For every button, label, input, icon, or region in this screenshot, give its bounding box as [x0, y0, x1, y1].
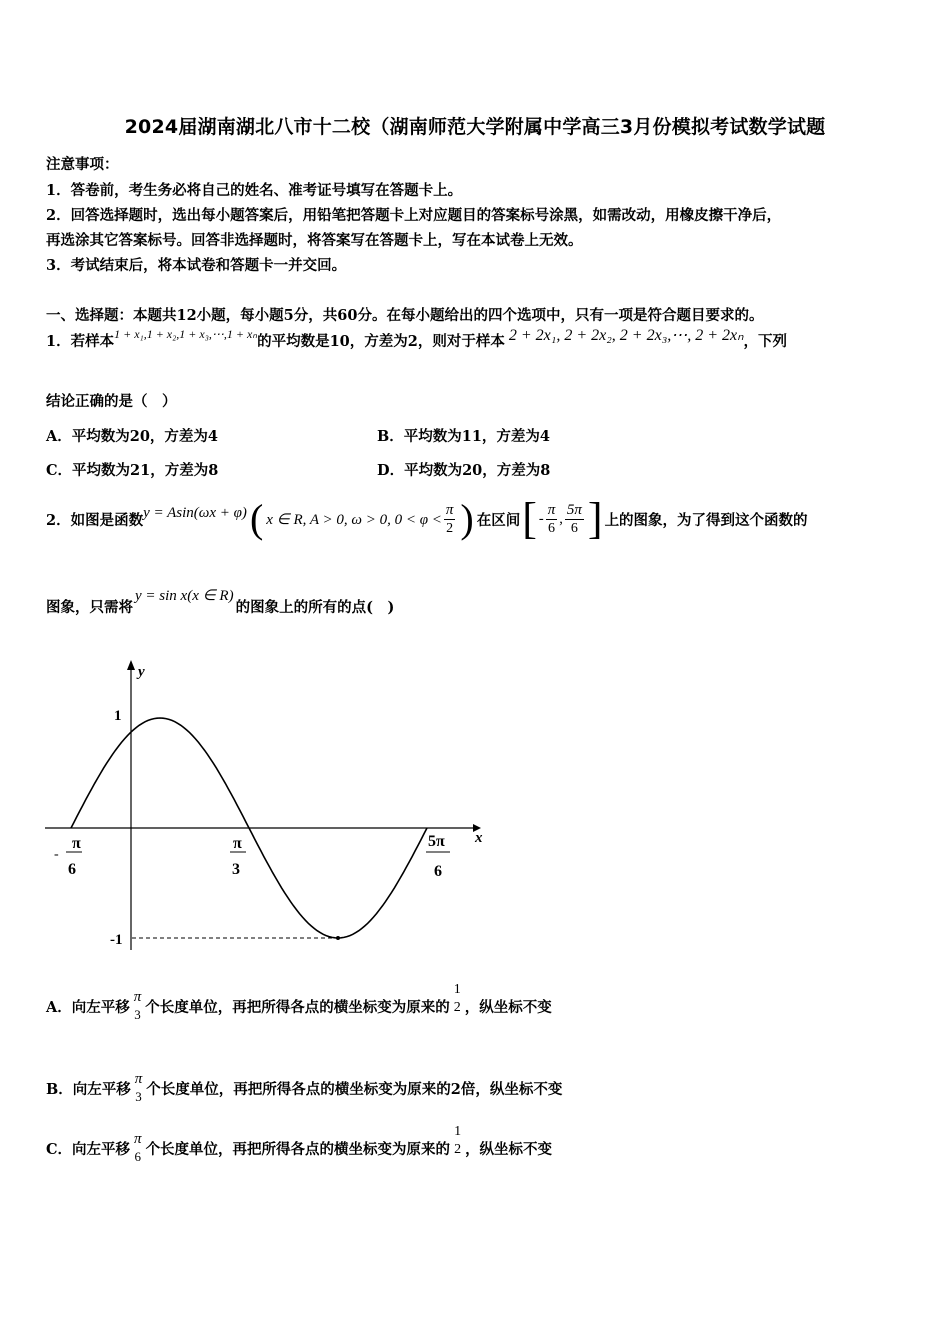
q1-stem	[46, 327, 788, 351]
y-axis-arrow	[127, 660, 135, 670]
paren-open: (	[249, 496, 264, 541]
x-label-minus-pi-6-den: 6	[68, 861, 76, 878]
notice-item: 再选涂其它答案标号。回答非选择题时，将答案写在答题卡上，写在本试卷上无效。	[46, 232, 583, 249]
fraction-pi-over-2: $\frac{\pi}{2}$	[445, 501, 454, 536]
q1-sample2: 2 + 2x₁, 2 + 2x₂, 2 + 2x₃,⋯, 2 + 2xₙ	[508, 327, 744, 344]
option-text: B．向左平移	[46, 1080, 131, 1098]
q2-func: y = Asin(ωx + φ)	[143, 504, 247, 521]
q1-option-a[interactable]: A．平均数为20，方差为4	[46, 428, 219, 445]
option-text: 个长度单位，再把所得各点的横坐标变为原来的	[145, 1140, 451, 1158]
option-text: 个长度单位，再把所得各点的横坐标变为原来的2倍，纵坐标不变	[146, 1080, 563, 1098]
x-label-minus-sign: -	[54, 847, 59, 862]
fraction-5pi-over-6: $\frac{5\pi}{6}$	[566, 501, 582, 536]
paren-close: )	[460, 496, 474, 541]
sine-graph	[40, 650, 500, 970]
q1-option-d[interactable]: D．平均数为20，方差为8	[377, 462, 551, 479]
x-label-pi-3-den: 3	[232, 861, 240, 878]
fraction-pi-over-3: π 3	[134, 1071, 143, 1104]
q1-stem-line2: 结论正确的是（ ）	[46, 393, 177, 410]
option-text: ，纵坐标不变	[464, 998, 552, 1016]
q2-suffix: 上的图象，为了得到这个函数的	[604, 511, 808, 529]
q2-option-c[interactable]	[46, 1124, 553, 1166]
q2-mid: 在区间	[476, 511, 521, 529]
section-heading: 一、选择题：本题共12小题，每小题5分，共60分。在每小题给出的四个选项中，只有一项是符合题目要求的。	[46, 307, 764, 324]
fraction-pi-over-3: π 3	[133, 989, 142, 1022]
x-label-5pi-6-num: 5π	[428, 833, 445, 850]
fraction-pi-over-6: $\frac{\pi}{6}$	[547, 501, 556, 536]
fraction-one-half: 1 2	[453, 982, 461, 1015]
q2-stem-line2	[46, 588, 395, 617]
notice-item: 3．考试结束后，将本试卷和答题卡一并交回。	[46, 257, 347, 274]
q1-prefix: 1．若样本	[46, 333, 115, 350]
notice-item: 1．答卷前，考生务必将自己的姓名、准考证号填写在答题卡上。	[46, 182, 463, 199]
interval-minus: -	[538, 510, 544, 527]
interval-comma: ,	[559, 510, 563, 527]
fraction-one-half: 1 2	[454, 1124, 462, 1157]
option-text: A．向左平移	[46, 998, 130, 1016]
q1-suffix: ，下列	[743, 333, 788, 350]
fraction-pi-over-6: π 6	[134, 1131, 142, 1164]
q1-option-c[interactable]: C．平均数为21，方差为8	[46, 462, 219, 479]
notice-item: 2．回答选择题时，选出每小题答案后，用铅笔把答题卡上对应题目的答案标号涂黑，如需改动，用橡皮擦干净后，	[46, 207, 782, 224]
q2-prefix: 2．如图是函数	[46, 511, 144, 529]
y-tick-1: 1	[114, 708, 122, 724]
q1-option-b[interactable]: B．平均数为11，方差为4	[377, 428, 551, 445]
x-label-pi-3-num: π	[233, 835, 242, 852]
q2-line2b: 的图象上的所有的点( )	[235, 599, 395, 616]
min-point	[336, 936, 340, 940]
q2-option-a[interactable]	[46, 982, 552, 1024]
q2-condition: x ∈ R, A > 0, ω > 0, 0 < φ <	[266, 511, 442, 528]
option-text: 个长度单位，再把所得各点的横坐标变为原来的	[145, 998, 450, 1016]
option-text: ，纵坐标不变	[465, 1140, 553, 1158]
q1-sample1: 1 + x₁,1 + x₂,1 + x₃,⋯,1 + xₙ	[114, 327, 258, 341]
q2-option-b[interactable]	[46, 1070, 562, 1106]
option-text: C．向左平移	[46, 1140, 131, 1158]
bracket-open: [	[522, 494, 537, 543]
x-label-minus-pi-6-num: π	[72, 835, 81, 852]
page-title: 2024届湖南湖北八市十二校（湖南师范大学附属中学高三3月份模拟考试数学试题	[124, 116, 826, 138]
q1-mid: 的平均数是10，方差为2，则对于样本	[257, 333, 505, 350]
q2-sinfunc: y = sin x(x ∈ R)	[135, 588, 234, 604]
y-tick-minus-1: -1	[110, 932, 123, 948]
bracket-close: ]	[587, 494, 603, 543]
x-axis-label: x	[475, 830, 483, 846]
q2-line2a: 图象，只需将	[46, 599, 133, 616]
x-label-5pi-6-den: 6	[434, 863, 442, 880]
y-axis-label: y	[138, 664, 145, 680]
q2-stem	[46, 496, 808, 542]
notice-heading: 注意事项：	[46, 156, 119, 173]
